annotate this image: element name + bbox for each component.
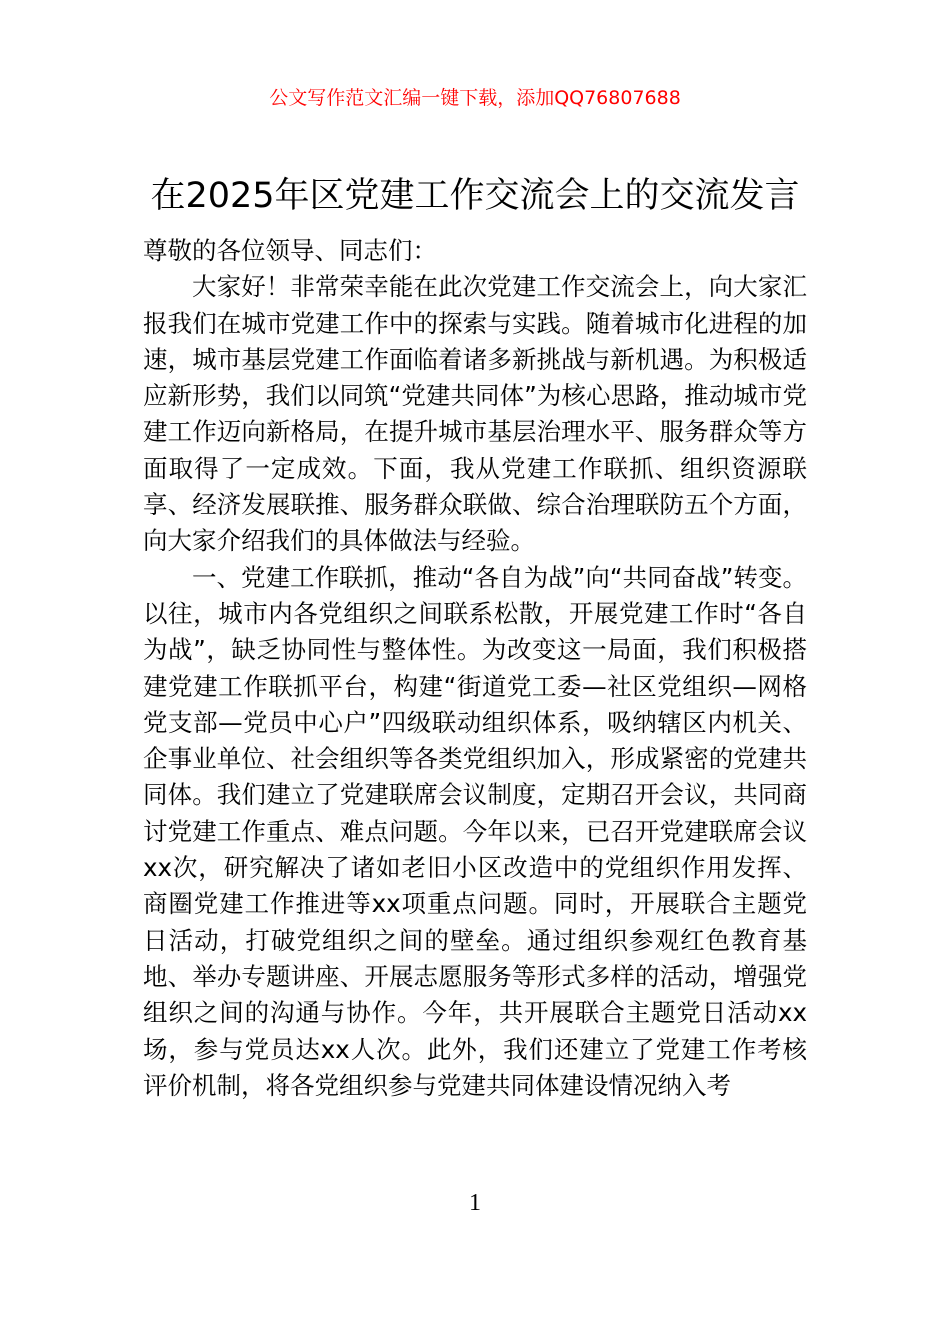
document-title: 在2025年区党建工作交流会上的交流发言	[150, 176, 800, 216]
download-banner: 公文写作范文汇编一键下载，添加QQ76807688	[269, 87, 681, 109]
page-number: 1	[469, 1190, 481, 1216]
paragraph-intro: 大家好！非常荣幸能在此次党建工作交流会上，向大家汇报我们在城市党建工作中的探索与实践。随着城市化进程的加速，城市基层党建工作面临着诸多新挑战与新机遇。为积极适应新形势，我们以同筑“党建共同体”为核心思路，推动城市党建工作迈向新格局，在提升城市基层治理水平、服务群众等方面取得了一定成效。下面，我从党建工作联抓、组织资源联享、经济发展联推、服务群众联做、综合治理联防五个方面，向大家介绍我们的具体做法与经验。	[143, 272, 807, 556]
document-body	[143, 233, 807, 1104]
salutation: 尊敬的各位领导、同志们：	[143, 236, 437, 265]
paragraph-section-one: 一、党建工作联抓，推动“各自为战”向“共同奋战”转变。以往，城市内各党组织之间联系松散，开展党建工作时“各自为战”，缺乏协同性与整体性。为改变这一局面，我们积极搭建党建工作联抓平台，构建“街道党工委—社区党组织—网格党支部—党员中心户”四级联动组织体系，吸纳辖区内机关、企事业单位、社会组织等各类党组织加入，形成紧密的党建共同体。我们建立了党建联席会议制度，定期召开会议，共同商讨党建工作重点、难点问题。今年以来，已召开党建联席会议xx次，研究解决了诸如老旧小区改造中的党组织作用发挥、商圈党建工作推进等xx项重点问题。同时，开展联合主题党日活动，打破党组织之间的壁垒。通过组织参观红色教育基地、举办专题讲座、开展志愿服务等形式多样的活动，增强党组织之间的沟通与协作。今年，共开展联合主题党日活动xx场，参与党员达xx人次。此外，我们还建立了党建工作考核评价机制，将各党组织参与党建共同体建设情况纳入考	[143, 562, 807, 1100]
